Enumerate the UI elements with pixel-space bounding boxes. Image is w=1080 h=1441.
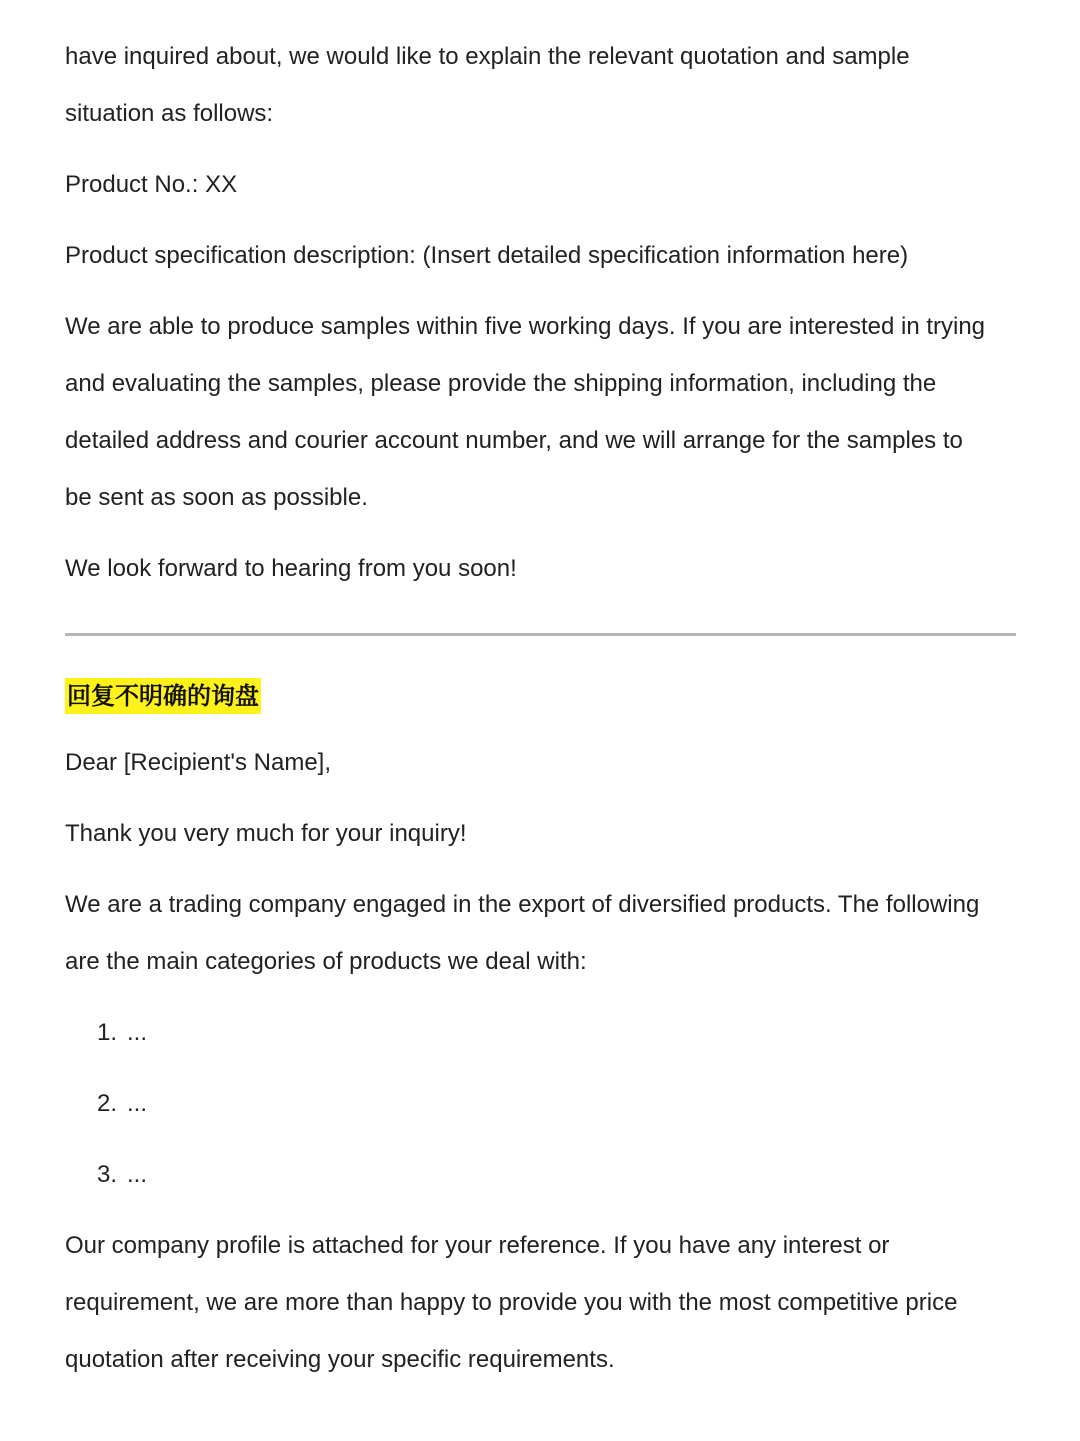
- samples-line-2: and evaluating the samples, please provide the shipping information, including the: [65, 370, 937, 397]
- list-item-text: ...: [127, 1019, 148, 1046]
- section-divider: [65, 633, 1016, 636]
- list-item: [65, 1004, 1016, 1061]
- product-number: Product No.: XX: [65, 171, 238, 198]
- unclear-inquiry-reply-section: [65, 734, 1016, 1388]
- intro-line-1: have inquired about, we would like to explain the relevant quotation and sample: [65, 43, 910, 70]
- samples-line-3: detailed address and courier account number, and we will arrange for the samples to: [65, 427, 963, 454]
- intro-line-2: situation as follows:: [65, 100, 274, 127]
- profile-line-3: quotation after receiving your specific requirements.: [65, 1346, 615, 1373]
- thanks-line: Thank you very much for your inquiry!: [65, 820, 467, 847]
- company-line-2: are the main categories of products we deal with:: [65, 948, 587, 975]
- profile-line-1: Our company profile is attached for your reference. If you have any interest or: [65, 1232, 890, 1259]
- samples-line-1: We are able to produce samples within five working days. If you are interested in trying: [65, 313, 986, 340]
- list-item-number: 1.: [97, 1019, 118, 1046]
- quotation-reply-section: [65, 0, 1016, 597]
- list-item-text: ...: [127, 1161, 148, 1188]
- greeting: Dear [Recipient's Name],: [65, 749, 332, 776]
- section-heading: 回复不明确的询盘: [65, 678, 261, 714]
- list-item: [65, 1146, 1016, 1203]
- list-item-text: ...: [127, 1090, 148, 1117]
- section-heading-wrap: [65, 678, 1016, 714]
- samples-line-4: be sent as soon as possible.: [65, 484, 368, 511]
- list-item-number: 3.: [97, 1161, 118, 1188]
- profile-line-2: requirement, we are more than happy to provide you with the most competitive price: [65, 1289, 958, 1316]
- company-line-1: We are a trading company engaged in the export of diversified products. The following: [65, 891, 980, 918]
- product-specification: Product specification description: (Insert detailed specification information here): [65, 242, 909, 269]
- list-item-number: 2.: [97, 1090, 118, 1117]
- list-item: [65, 1075, 1016, 1132]
- closing-line: We look forward to hearing from you soon!: [65, 555, 517, 582]
- product-category-list: [65, 1004, 1016, 1203]
